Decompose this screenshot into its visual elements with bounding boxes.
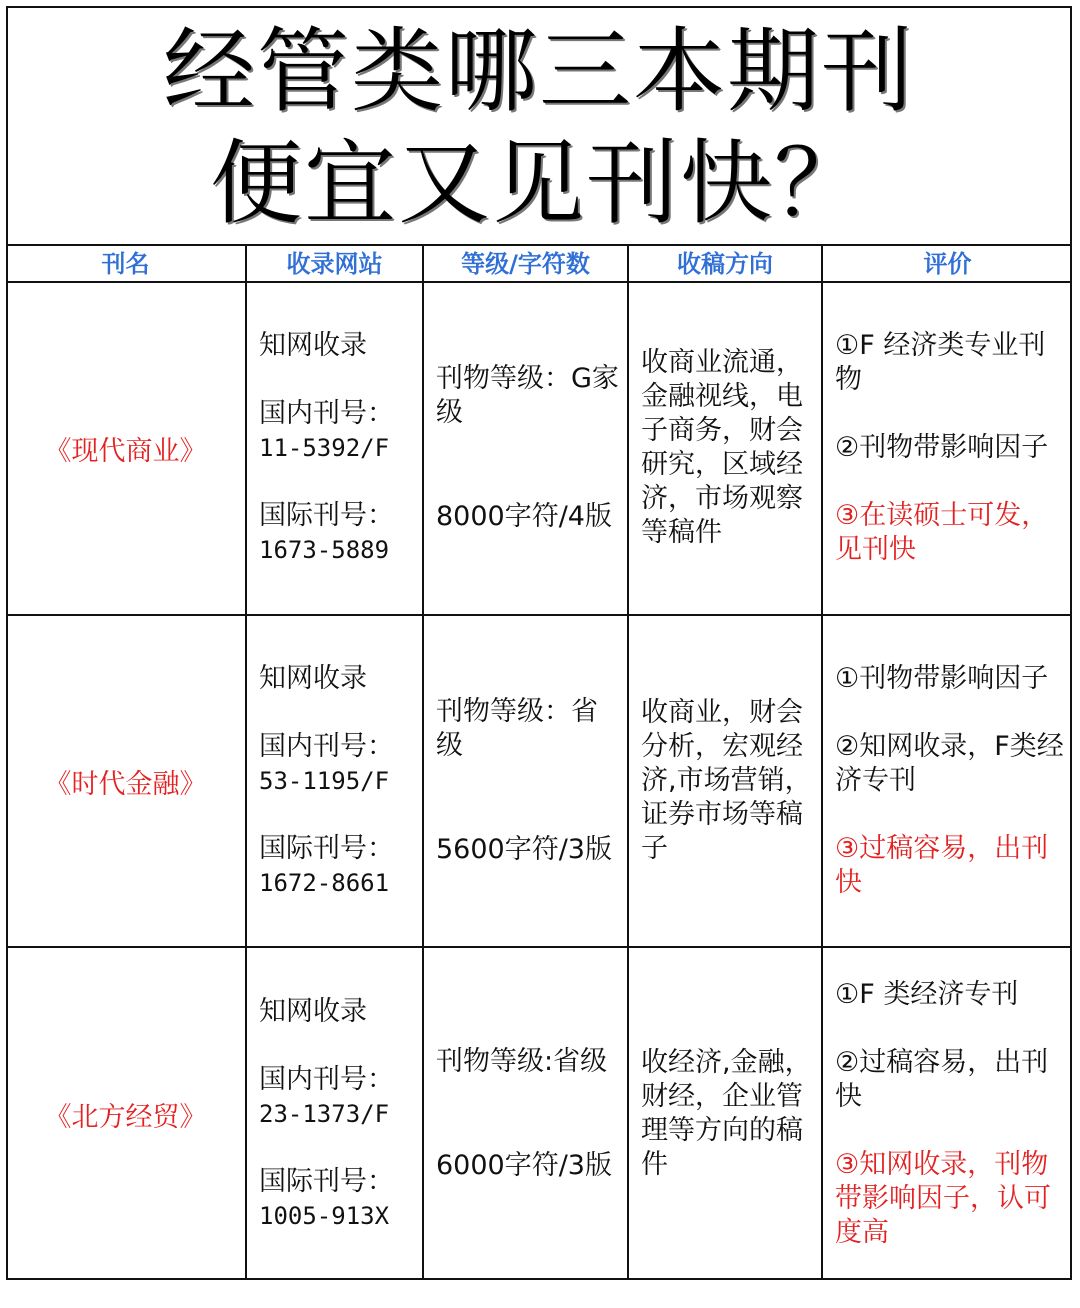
scope-text: 收商业，财会分析，宏观经济,市场营销，证券市场等稿子 [641, 697, 812, 865]
table-row [6, 615, 1072, 948]
issn-number: 1005-913X [259, 1202, 390, 1231]
scope-text: 收经济,金融，财经，企业管理等方向的稿件 [641, 1047, 812, 1181]
title-line-1: 经管类哪三本期刊 [162, 18, 915, 125]
header-level-chars: 等级/字符数 [423, 246, 628, 282]
level-cell [423, 282, 628, 615]
journal-name: 《时代金融》 [6, 615, 246, 948]
issn-number: 1672-8661 [259, 869, 390, 898]
cn-number: 23-1373/F [259, 1100, 390, 1129]
journal-name: 《北方经贸》 [6, 947, 246, 1280]
header-journal-name: 刊名 [6, 246, 246, 282]
level-cell [423, 615, 628, 948]
indexed-cell [246, 282, 423, 615]
review-cell [822, 615, 1072, 948]
cn-number: 11-5392/F [259, 434, 390, 463]
header-indexed-site: 收录网站 [246, 246, 423, 282]
review-item: ②过稿容易，出刊快 [835, 1047, 1049, 1113]
cn-label: 国内刊号： [259, 731, 394, 763]
scope-cell [628, 615, 822, 948]
cn-number: 53-1195/F [259, 767, 390, 796]
review-cell [822, 947, 1072, 1280]
scope-cell [628, 947, 822, 1280]
scope-text: 收商业流通，金融视线，电子商务，财会研究，区域经济，市场观察等稿件 [641, 347, 803, 549]
header-scope: 收稿方向 [628, 246, 822, 282]
review-item: ①刊物带影响因子 [835, 663, 1049, 695]
cn-label: 国内刊号： [259, 398, 394, 430]
level-cell [423, 947, 628, 1280]
review-item: ②刊物带影响因子 [835, 432, 1049, 464]
cn-label: 国内刊号： [259, 1064, 394, 1096]
journal-name: 《现代商业》 [6, 282, 246, 615]
review-item-highlight: ③过稿容易，出刊快 [835, 833, 1049, 899]
chars-text: 6000字符/3版 [436, 1150, 612, 1182]
review-item-highlight: ③知网收录，刊物带影响因子，认可度高 [835, 1149, 1051, 1249]
review-cell [822, 282, 1072, 615]
review-item-highlight: ③在读硕士可发，见刊快 [835, 500, 1049, 566]
chars-text: 8000字符/4版 [436, 501, 612, 533]
scope-cell [628, 282, 822, 615]
table-header-row [6, 246, 1072, 282]
journal-table [6, 246, 1072, 1280]
table-row [6, 947, 1072, 1280]
review-item: ①F 类经济专刊 [835, 979, 1019, 1011]
header-review: 评价 [822, 246, 1072, 282]
level-text: 刊物等级：G家级 [436, 363, 619, 429]
title-block [6, 6, 1072, 246]
review-item: ②知网收录，F类经济专刊 [835, 731, 1064, 797]
indexed-cell [246, 615, 423, 948]
indexed-label: 知网收录 [259, 330, 367, 362]
issn-label: 国际刊号： [259, 1166, 394, 1198]
chars-text: 5600字符/3版 [436, 834, 612, 866]
level-text: 刊物等级:省级 [436, 1046, 608, 1078]
issn-number: 1673-5889 [259, 536, 390, 565]
review-item: ①F 经济类专业刊物 [835, 330, 1046, 396]
indexed-label: 知网收录 [259, 663, 367, 695]
indexed-cell [246, 947, 423, 1280]
table-row [6, 282, 1072, 615]
indexed-label: 知网收录 [259, 996, 367, 1028]
level-text: 刊物等级：省级 [436, 696, 598, 762]
issn-label: 国际刊号： [259, 500, 394, 532]
title-line-2: 便宜又见刊快？ [209, 130, 868, 237]
issn-label: 国际刊号： [259, 833, 394, 865]
